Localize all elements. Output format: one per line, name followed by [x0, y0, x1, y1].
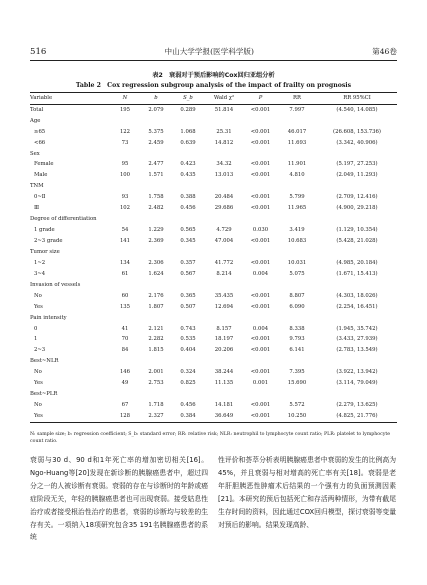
- table-row: [30, 192, 397, 203]
- cell-p: <0.001: [250, 238, 271, 244]
- cell-n: 93: [121, 194, 129, 201]
- cell-wald: 4.729: [216, 227, 232, 234]
- cell-sb: 0.324: [180, 369, 196, 376]
- table-row: [30, 291, 397, 302]
- cell-variable: Yes: [30, 411, 110, 422]
- cell-n: 135: [119, 303, 131, 310]
- cell-b: 2.459: [148, 139, 164, 146]
- cell-sb: 0.639: [180, 139, 196, 146]
- cell-variable: 0: [34, 325, 38, 332]
- cell-n: [110, 280, 140, 291]
- cell-rr: 8.338: [289, 325, 305, 332]
- cell-wald: [204, 247, 244, 258]
- cell-variable: ≥65: [34, 128, 46, 135]
- cell-rr-ci: (5.197, 27.253): [336, 161, 378, 168]
- cell-sb: 0.456: [180, 402, 196, 409]
- cell-variable: 2~3: [34, 347, 46, 354]
- table-row: [30, 400, 397, 411]
- cell-rr-ci: (3.433, 27.939): [336, 336, 378, 343]
- table-title-en: Table 2 Cox regression subgroup analysis of the impact of frailty on prognosis: [75, 82, 352, 89]
- cell-p: <0.001: [250, 292, 271, 299]
- cell-n: 141: [119, 238, 131, 244]
- cell-sb: 0.507: [180, 303, 196, 310]
- cell-wald: [204, 313, 244, 324]
- cell-variable: No: [34, 369, 42, 376]
- cell-n: 100: [119, 172, 131, 179]
- cell-rr-ci: [317, 149, 397, 160]
- cell-p: [244, 313, 277, 324]
- cell-b: [140, 357, 172, 368]
- cell-b: 1.807: [148, 303, 164, 310]
- cell-sb: 0.384: [172, 411, 204, 422]
- cell-n: [110, 389, 140, 400]
- cell-b: 1.229: [148, 227, 164, 234]
- cell-n: 84: [121, 347, 129, 354]
- cell-b: 2.306: [148, 259, 164, 266]
- cell-rr-ci: [317, 116, 397, 127]
- table-row: [30, 389, 397, 400]
- header-b: b: [140, 93, 172, 105]
- cell-wald: 35.435: [214, 292, 234, 299]
- table-header-row: [30, 93, 397, 105]
- cell-variable: Invasion of vessels: [30, 281, 81, 288]
- cell-rr-ci: (4.985, 20.184): [336, 259, 378, 266]
- cell-rr-ci: (4.825, 21.776): [317, 411, 397, 422]
- cell-b: 1.624: [148, 270, 164, 277]
- cell-rr-ci: [317, 313, 397, 324]
- cell-rr-ci: (3.114, 79.049): [336, 380, 378, 387]
- cell-sb: 0.404: [180, 347, 196, 354]
- cell-n: [110, 247, 140, 258]
- cell-rr: 4.810: [289, 172, 305, 179]
- cell-b: [140, 149, 172, 160]
- cell-b: 1.718: [148, 402, 164, 409]
- cell-rr: 7.395: [289, 369, 305, 376]
- cell-p: [244, 182, 277, 193]
- cell-variable: 3~4: [34, 270, 46, 277]
- cell-n: [110, 116, 140, 127]
- header-rr: RR: [277, 93, 317, 105]
- cell-wald: [204, 389, 244, 400]
- table-row: [30, 116, 397, 127]
- cell-n: 60: [121, 292, 129, 299]
- cell-rr-ci: (1.129, 10.354): [336, 227, 378, 234]
- cell-p: <0.001: [250, 128, 271, 135]
- cell-n: 95: [121, 161, 129, 168]
- table-row: [30, 367, 397, 378]
- cell-wald: 29.686: [214, 205, 234, 212]
- cell-rr: 11.901: [287, 161, 307, 168]
- cell-rr-ci: (2.279, 13.625): [336, 402, 378, 409]
- cell-rr-ci: [317, 214, 397, 225]
- table-row: [30, 160, 397, 171]
- cell-sb: 0.456: [180, 205, 196, 212]
- cell-variable: Pain intensity: [30, 314, 67, 321]
- cell-rr: 3.419: [289, 227, 305, 234]
- cell-rr: 5.799: [289, 194, 305, 201]
- cell-wald: [204, 149, 244, 160]
- cell-rr: [277, 280, 317, 291]
- cell-sb: 0.743: [180, 325, 196, 332]
- table-row: [30, 225, 397, 236]
- header-rule: [30, 60, 397, 61]
- table-row: [30, 258, 397, 269]
- cell-variable: 2~3 grade: [34, 238, 63, 244]
- cell-sb: 0.357: [180, 259, 196, 266]
- cell-rr-ci: (4.900, 29.218): [336, 205, 378, 212]
- cell-n: 61: [121, 270, 129, 277]
- cell-rr: [277, 214, 317, 225]
- cell-sb: 0.289: [180, 106, 196, 113]
- cell-wald: 13.013: [214, 172, 234, 179]
- cell-p: <0.001: [250, 139, 271, 146]
- cell-rr-ci: (2.709, 12.416): [336, 194, 378, 201]
- cell-rr-ci: (1.671, 15.413): [336, 270, 378, 277]
- cell-variable: Degree of differentiation: [30, 216, 97, 223]
- cell-variable: No: [34, 402, 42, 409]
- cell-variable: Female: [34, 161, 54, 168]
- cell-rr: [277, 357, 317, 368]
- cell-rr-ci: (1.945, 35.742): [336, 325, 378, 332]
- cell-rr: 46.017: [287, 128, 307, 135]
- cell-variable: <66: [34, 139, 46, 146]
- cell-wald: 38.244: [214, 369, 234, 376]
- cell-wald: [204, 182, 244, 193]
- cell-variable: Ⅲ: [34, 205, 40, 212]
- cell-rr-ci: (4.303, 18.026): [336, 292, 378, 299]
- cell-n: 102: [119, 205, 131, 212]
- table-row: [30, 236, 397, 247]
- cell-wald: 14.181: [214, 402, 234, 409]
- cell-rr-ci: (3.922, 13.942): [336, 369, 378, 376]
- cell-p: <0.001: [250, 161, 271, 168]
- cell-variable: Male: [34, 172, 48, 179]
- cell-sb: 0.345: [180, 238, 196, 244]
- header-variable: Variable: [30, 93, 110, 105]
- cell-wald: 18.197: [214, 336, 234, 343]
- table-row: [30, 104, 397, 115]
- cell-p: [244, 116, 277, 127]
- cell-n: 134: [119, 259, 131, 266]
- cell-rr-ci: (3.342, 40.906): [336, 139, 378, 146]
- cell-rr-ci: [317, 247, 397, 258]
- cell-wald: 11.135: [214, 380, 234, 387]
- cell-rr: [277, 247, 317, 258]
- cell-b: 2.079: [148, 106, 164, 113]
- cell-variable: Total: [30, 106, 44, 113]
- cell-wald: 20.206: [214, 347, 234, 354]
- cell-sb: 0.423: [180, 161, 196, 168]
- cell-rr-ci: (2.049, 11.293): [336, 172, 378, 179]
- table-row: [30, 280, 397, 291]
- cell-wald: 25.31: [216, 128, 232, 135]
- cell-rr: 5.075: [289, 270, 305, 277]
- cell-sb: [172, 280, 204, 291]
- cell-wald: 41.772: [214, 259, 234, 266]
- cell-p: <0.001: [250, 303, 271, 310]
- cell-p: [244, 149, 277, 160]
- cell-sb: [172, 313, 204, 324]
- subgroup-table: [30, 92, 397, 423]
- cell-sb: 0.567: [180, 270, 196, 277]
- cell-rr-ci: (2.783, 13.549): [336, 347, 378, 354]
- table-row: [30, 335, 397, 346]
- cell-rr-ci: [317, 182, 397, 193]
- page-number: 516: [30, 47, 47, 57]
- cell-rr: [277, 313, 317, 324]
- cell-b: 2.121: [148, 325, 164, 332]
- cell-variable: Best~NLR: [30, 358, 59, 365]
- cell-variable: Sex: [30, 150, 40, 157]
- cell-b: 2.327: [140, 411, 172, 422]
- cell-b: 1.758: [148, 194, 164, 201]
- cell-wald: [204, 280, 244, 291]
- cell-rr: 7.997: [289, 106, 305, 113]
- cell-p: [244, 389, 277, 400]
- paragraph-right: 性评价和荟萃分析表明胰腺癌患者中衰弱的发生的比例高为45%，并且衰弱与相对增高的死亡率有关[18]。衰弱是老年肝胆胰恶性肿瘤术后结果的一个强有力的负面预测因素[21]。本研究的预后包括死亡和存活两种情形，为带有截尾生存时间的资料，因此通过COX回归模型，探讨衰弱等变量对预后的影响。结果发现高龄、: [218, 456, 396, 529]
- cell-wald: 34.32: [216, 161, 232, 168]
- cell-b: 2.753: [148, 380, 164, 387]
- cell-variable: Tumor size: [30, 248, 60, 255]
- cell-rr: 10.683: [287, 238, 307, 244]
- cell-variable: Yes: [34, 380, 43, 387]
- cell-wald: 8.157: [216, 325, 232, 332]
- header-wald: Wald χ²: [204, 93, 244, 105]
- body-text-left: [30, 454, 208, 544]
- cell-sb: [172, 149, 204, 160]
- cell-wald: 12.694: [214, 303, 234, 310]
- cell-sb: [172, 357, 204, 368]
- cell-n: 128: [110, 411, 140, 422]
- cell-b: [140, 247, 172, 258]
- cell-b: [140, 214, 172, 225]
- cell-variable: TNM: [30, 183, 44, 190]
- cell-rr: 15.690: [287, 380, 307, 387]
- cell-rr: 6.141: [289, 347, 305, 354]
- cell-rr: 11.965: [287, 205, 307, 212]
- cell-p: <0.001: [250, 194, 271, 201]
- cell-n: 49: [121, 380, 129, 387]
- cell-rr-ci: [317, 389, 397, 400]
- volume-label: 第46卷: [372, 47, 397, 56]
- cell-wald: 47.004: [214, 238, 234, 244]
- table-row: [30, 357, 397, 368]
- cell-sb: 0.565: [180, 227, 196, 234]
- cell-p: [244, 247, 277, 258]
- cell-rr-ci: [317, 357, 397, 368]
- cell-sb: 0.435: [180, 172, 196, 179]
- cell-b: 1.571: [148, 172, 164, 179]
- table-row: [30, 378, 397, 389]
- cell-b: [140, 116, 172, 127]
- cell-n: 73: [121, 139, 129, 146]
- cell-p: <0.001: [250, 347, 271, 354]
- cell-p: 0.030: [252, 227, 269, 234]
- cell-p: 0.004: [252, 270, 269, 277]
- body-text-right: [218, 454, 396, 531]
- table-row: [30, 411, 397, 422]
- cell-b: 2.282: [148, 336, 164, 343]
- cell-p: [244, 357, 277, 368]
- cell-rr: 10.031: [287, 259, 307, 266]
- cell-n: 195: [119, 106, 131, 113]
- table-row: [30, 247, 397, 258]
- cell-sb: [172, 182, 204, 193]
- cell-n: 146: [119, 369, 131, 376]
- cell-wald: [204, 214, 244, 225]
- paragraph-left: 衰弱与30 d、90 d和1年死亡率的增加密切相关[16]。Ngo-Huang等[20]发现在新诊断的胰腺癌患者中，超过四分之一的人被诊断有衰弱。衰弱的存在与诊断时的年龄或癌症阶段无关，年轻的胰腺癌患者也可出现衰弱。接受姑息性治疗或者接受根治性治疗的患者，衰弱的诊断均与较差的生存有关。一项纳入18项研究包含35 191名胰腺癌患者的系统: [30, 456, 208, 542]
- cell-b: [140, 389, 172, 400]
- cell-p: <0.001: [250, 402, 271, 409]
- table-row: [30, 138, 397, 149]
- cell-sb: 0.388: [180, 194, 196, 201]
- table-row: [30, 313, 397, 324]
- cell-p: <0.001: [250, 106, 271, 113]
- cell-rr: 10.250: [277, 411, 317, 422]
- cell-b: 2.001: [148, 369, 164, 376]
- cell-p: [244, 214, 277, 225]
- cell-rr: [277, 182, 317, 193]
- cell-p: [244, 280, 277, 291]
- cell-p: <0.001: [250, 259, 271, 266]
- cell-wald: 20.484: [214, 194, 234, 201]
- cell-rr: [277, 149, 317, 160]
- cell-variable: No: [34, 292, 42, 299]
- table-row: [30, 182, 397, 193]
- cell-variable: Best~PLR: [30, 391, 58, 398]
- cell-sb: 0.365: [180, 292, 196, 299]
- table-row: [30, 346, 397, 357]
- table-row: [30, 203, 397, 214]
- table-note: N: sample size; b: regression coefficient; S_b: standard error; RR: relative risk; NLR: neutrophil to lymphocyte count ratio; PLR: platelet to lymphocyte count ratio.: [30, 432, 391, 444]
- cell-p: <0.001: [250, 369, 271, 376]
- table-title-cn: 表2 衰弱对于预后影响的Cox回归亚组分析: [152, 72, 275, 79]
- cell-b: 2.482: [148, 205, 164, 212]
- cell-n: 70: [121, 336, 129, 343]
- cell-variable: 0~Ⅱ: [34, 194, 46, 201]
- table-row: [30, 302, 397, 313]
- cell-rr: 8.807: [289, 292, 305, 299]
- cell-wald: 51.814: [214, 106, 234, 113]
- cell-p: <0.001: [250, 172, 271, 179]
- cell-n: [110, 357, 140, 368]
- cell-n: [110, 214, 140, 225]
- cell-sb: 0.535: [180, 336, 196, 343]
- cell-rr-ci: (5.428, 21.028): [336, 238, 378, 244]
- cell-wald: [204, 357, 244, 368]
- header-p: P: [244, 93, 277, 105]
- cell-wald: 14.812: [214, 139, 234, 146]
- cell-rr-ci: (4.540, 14.085): [336, 106, 378, 113]
- cell-b: [140, 280, 172, 291]
- cell-sb: 0.825: [180, 380, 196, 387]
- cell-p: 0.001: [252, 380, 269, 387]
- cell-rr-ci: (2.254, 16.451): [336, 303, 378, 310]
- cell-sb: [172, 389, 204, 400]
- journal-name: 中山大学学报(医学科学版): [164, 47, 254, 56]
- cell-p: <0.001: [250, 336, 271, 343]
- cell-b: 2.477: [148, 161, 164, 168]
- cell-b: 2.176: [148, 292, 164, 299]
- cell-p: <0.001: [244, 411, 277, 422]
- cell-sb: [172, 247, 204, 258]
- cell-wald: [204, 116, 244, 127]
- cell-b: 1.815: [148, 347, 164, 354]
- cell-sb: [172, 116, 204, 127]
- cell-wald: 36.649: [204, 411, 244, 422]
- cell-n: 41: [121, 325, 129, 332]
- cell-rr: 11.693: [287, 139, 307, 146]
- running-header: [30, 43, 397, 57]
- cell-variable: Age: [30, 117, 41, 124]
- table-row: [30, 171, 397, 182]
- cell-rr: [277, 389, 317, 400]
- cell-p: <0.001: [250, 205, 271, 212]
- header-sb: S_b: [172, 93, 204, 105]
- table-row: [30, 149, 397, 160]
- cell-n: [110, 149, 140, 160]
- table-row: [30, 269, 397, 280]
- cell-rr-ci: [317, 280, 397, 291]
- cell-n: 54: [121, 227, 129, 234]
- cell-variable: 1: [34, 336, 38, 343]
- table-row: [30, 127, 397, 138]
- cell-n: [110, 182, 140, 193]
- cell-rr: 9.793: [289, 336, 305, 343]
- header-n: N: [110, 93, 140, 105]
- cell-b: [140, 182, 172, 193]
- cell-n: 67: [121, 402, 129, 409]
- header-rr-ci: RR 95%CI: [317, 93, 397, 105]
- table-row: [30, 324, 397, 335]
- cell-rr-ci: (26.608, 153.736): [333, 128, 381, 135]
- cell-variable: Yes: [34, 303, 43, 310]
- cell-wald: 8.214: [216, 270, 232, 277]
- cell-sb: 1.068: [180, 128, 196, 135]
- cell-b: 2.369: [148, 238, 164, 244]
- cell-p: 0.004: [252, 325, 269, 332]
- cell-rr: [277, 116, 317, 127]
- cell-b: [140, 313, 172, 324]
- cell-n: [110, 313, 140, 324]
- cell-n: 122: [119, 128, 131, 135]
- cell-sb: [172, 214, 204, 225]
- cell-b: 5.375: [148, 128, 164, 135]
- cell-rr: 5.572: [289, 402, 305, 409]
- cell-variable: 1~2: [34, 259, 46, 266]
- cell-rr: 6.090: [289, 303, 305, 310]
- cell-variable: 1 grade: [34, 227, 55, 234]
- table-row: [30, 214, 397, 225]
